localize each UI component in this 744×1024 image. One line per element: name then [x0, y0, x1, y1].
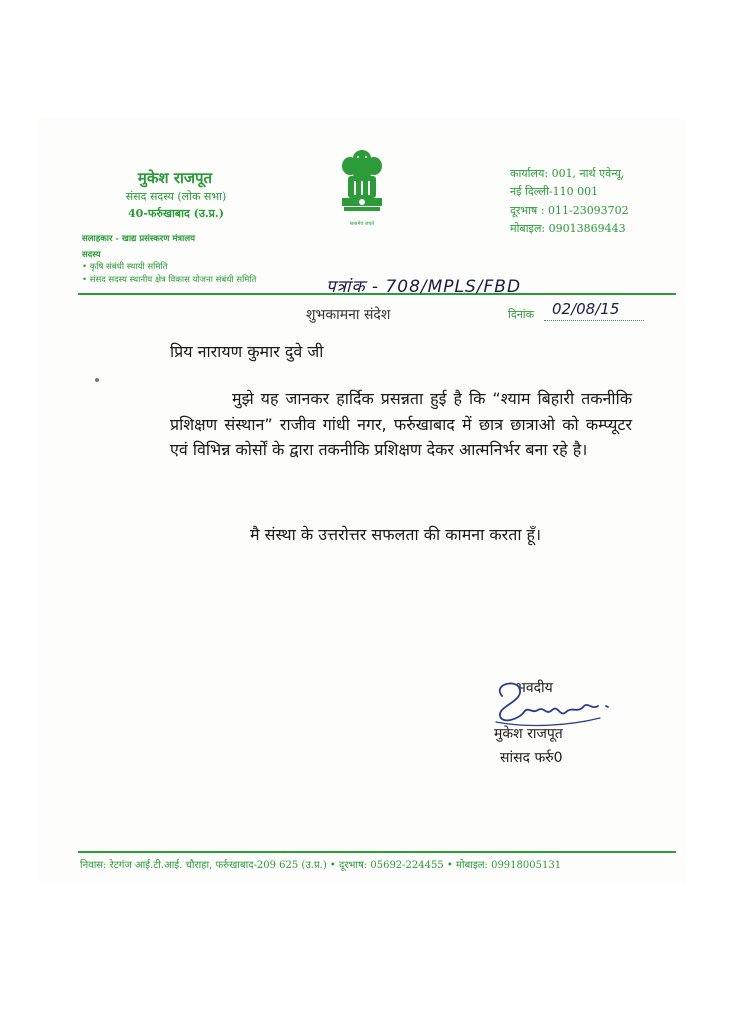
office-address-line: कार्यालय: 001, नार्थ एवेन्यू,: [510, 167, 625, 180]
emblem-motto: सत्यमेव जयते: [349, 221, 375, 227]
body-paragraph: मुझे यह जानकर हार्दिक प्रसन्नता हुई है कि “श्याम बिहारी तकनीकि प्रशिक्षण संस्थान” राजीव गांधी नगर, फर्रुखाबाद में छात्र छात्राओ को कम्प्यूटर एवं विभिन्न कोर्सों के द्वारा तकनीकि प्रशिक्षण देकर आत्मनिर्भर बना रहे है।: [170, 389, 632, 459]
sender-name: मुकेश राजपूत: [137, 169, 213, 187]
date-label: दिनांक: [508, 308, 535, 321]
member-heading: सदस्य: [82, 250, 101, 260]
date-underline: [544, 320, 644, 321]
footer-divider: [78, 851, 676, 853]
advisor-line: सलाहकार - खाद्य प्रसंस्करण मंत्रालय: [82, 234, 196, 244]
signatory-title: सांसद फर्रु0: [500, 750, 563, 766]
date-value: 02/08/15: [552, 300, 620, 318]
valediction: भवदीय: [516, 680, 553, 696]
signatory-name: मुकेश राजपूत: [494, 726, 563, 742]
membership-item: • संसद सदस्य स्थानीय क्षेत्र विकास योजना संबंधी समिति: [82, 275, 257, 285]
office-mobile: मोबाइल: 09013869443: [510, 222, 626, 235]
national-emblem-icon: [332, 146, 392, 228]
residence-footer: निवास: रेटगंज आई.टी.आई. चौराहा, फर्रुखाबाद-209 625 (उ.प्र.) • दूरभाष: 05692-224455 • मोबाइल: 09918005131: [80, 860, 562, 871]
sender-designation: संसद सदस्य (लोक सभा): [125, 190, 227, 203]
membership-item: • कृषि संबंधी स्थायी समिति: [82, 262, 168, 272]
office-address-line: नई दिल्ली-110 001: [510, 185, 599, 198]
reference-number: पत्रांक - 708/MPLS/FBD: [326, 277, 522, 297]
stray-mark: [95, 378, 99, 382]
body-paragraph: मै संस्था के उत्तरोत्तर सफलता की कामना करता हूँ।: [250, 525, 542, 544]
office-phone: दूरभाष : 011-23093702: [510, 204, 629, 217]
sender-constituency: 40-फर्रुखाबाद (उ.प्र.): [128, 207, 224, 220]
salutation: प्रिय नारायण कुमार दुवे जी: [170, 342, 324, 361]
letter-subject: शुभकामना संदेश: [306, 307, 391, 323]
